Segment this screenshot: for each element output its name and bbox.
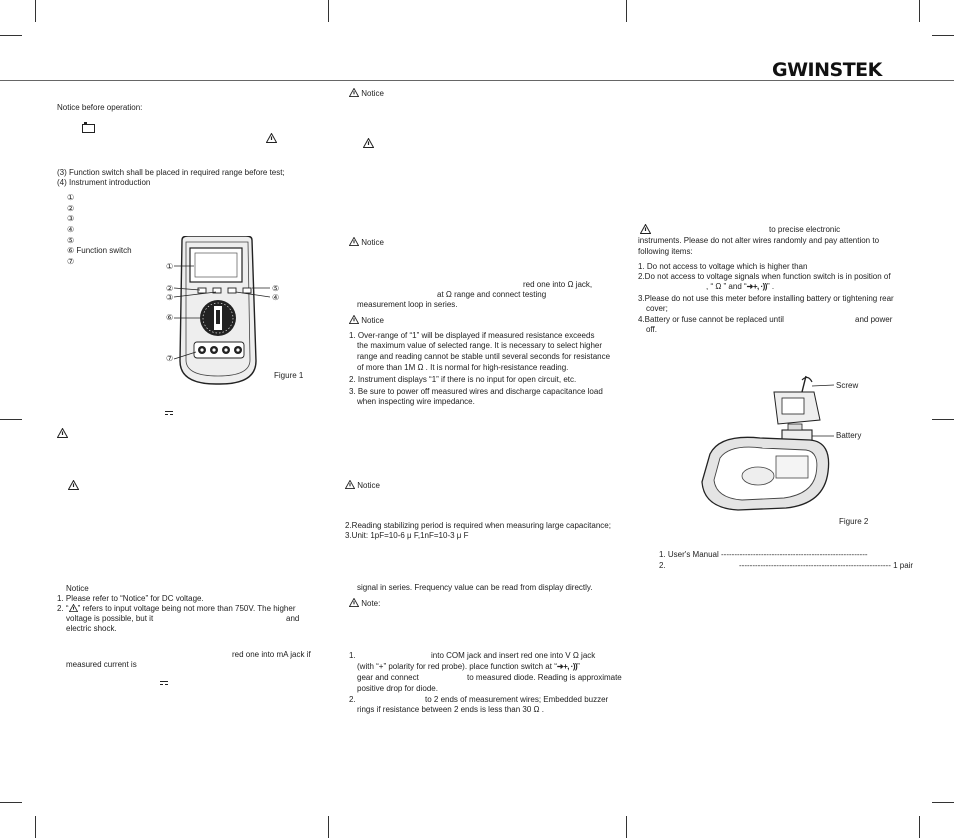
figure-2-label: Figure 2 (839, 517, 869, 526)
diode-step-1b-text: (with “+” polarity for red probe). place function switch at “ (357, 662, 557, 671)
diode-step-1c: gear and connect (357, 673, 419, 682)
function-switch-line: (3) Function switch shall be placed in required range before test; (57, 168, 285, 177)
diode-buzzer-icon: ➜+, ·)) (556, 662, 578, 671)
instrument-intro-line: (4) Instrument introduction (57, 178, 151, 187)
ohm-line-3: measurement loop in series. (357, 300, 458, 309)
crop-mark (0, 35, 22, 36)
crop-mark (919, 816, 920, 838)
crop-mark (932, 419, 954, 420)
dc-symbol-icon (160, 684, 168, 685)
notice-heading (349, 237, 384, 248)
warning-item-3a: 3.Please do not use this meter before installing battery or tightening rear (638, 294, 894, 303)
crop-mark (328, 0, 329, 22)
warning-icon (349, 315, 359, 324)
figure-callout: ⑥ (166, 313, 174, 322)
diode-step-1e: positive drop for diode. (357, 684, 438, 693)
figure-callout: ③ (166, 293, 174, 302)
battery-label: Battery (836, 431, 862, 440)
intro-list-item: ② (67, 204, 75, 213)
capacitance-note-3: 3.Unit: 1pF=10-6 μ F,1nF=10-3 μ F (345, 531, 469, 540)
diode-step-2-num: 2. (349, 695, 356, 704)
crop-mark (932, 35, 954, 36)
screw-label: Screw (836, 381, 859, 390)
notice-heading (349, 315, 384, 326)
accessory-item-2-tail: --------------------------------------------------------- 1 pair (739, 561, 914, 570)
diode-step-1-num: 1. (349, 651, 356, 660)
notice-label: Notice (361, 89, 384, 98)
intro-list-item: ⑤ (67, 236, 75, 245)
warning-icon (57, 428, 68, 438)
resistance-note-3b: when inspecting wire impedance. (357, 397, 475, 406)
notice-heading (349, 88, 384, 99)
warning-item-4b: and power (855, 315, 893, 324)
resistance-note-1c: range and reading cannot be stable until several seconds for resistance (357, 352, 611, 361)
crop-mark (35, 0, 36, 22)
notice-item-2-end: ” refers to input voltage being not more than 750V. The higher (77, 604, 296, 613)
diode-step-1d: to measured diode. Reading is approximate (467, 673, 622, 682)
warning-icon (345, 480, 355, 489)
warning-line-3: following items: (638, 247, 693, 256)
warning-icon (349, 237, 359, 246)
notice-item-2-cont: voltage is possible, but it (66, 614, 154, 623)
resistance-note-1b: the maximum value of selected range. It is necessary to select higher (357, 341, 603, 350)
intro-list-item: ⑦ (67, 257, 75, 266)
crop-mark (626, 0, 627, 22)
warning-line-1: to precise electronic (769, 225, 841, 234)
crop-mark (932, 802, 954, 803)
figure-callout: ⑦ (166, 354, 174, 363)
note-label: Note: (361, 599, 381, 608)
ohm-line-1: red one into Ω jack, (523, 280, 593, 289)
warning-item-2b-text: , “ Ω ” and “ (706, 282, 747, 291)
warning-icon (349, 598, 359, 607)
notice-heading (345, 480, 380, 491)
measured-current-line: measured current is (66, 660, 137, 669)
resistance-note-1a: 1. Over-range of “1” will be displayed if measured resistance exceeds (349, 331, 595, 340)
notice-item-2 (57, 604, 295, 614)
warning-item-3b: cover; (646, 304, 668, 313)
diode-step-1b (357, 662, 580, 672)
notice-item-2-and: and (286, 614, 300, 623)
figure-callout: ② (166, 284, 174, 293)
warning-icon (349, 88, 359, 97)
dc-symbol-icon (165, 414, 173, 415)
figure-1-label: Figure 1 (274, 371, 304, 380)
note-heading (349, 598, 380, 609)
crop-mark (0, 419, 22, 420)
battery-terminal-icon (84, 122, 87, 124)
warning-item-2b (706, 282, 774, 292)
diode-step-2b: rings if resistance between 2 ends is less than 30 Ω . (357, 705, 544, 714)
figure-callout: ① (166, 262, 174, 271)
capacitance-note-2: 2.Reading stabilizing period is required when measuring large capacitance; (345, 521, 611, 530)
ma-jack-line: red one into mA jack if (232, 650, 311, 659)
resistance-note-3a: 3. Be sure to power off measured wires and discharge capacitance load (349, 387, 603, 396)
figure-callout: ⑤ (272, 284, 280, 293)
notice-label: Notice (361, 316, 384, 325)
diode-step-2a: to 2 ends of measurement wires; Embedded buzzer (425, 695, 609, 704)
notice-item-2-start: 2. “ (57, 604, 69, 613)
warning-icon (69, 604, 78, 612)
intro-list-item: ⑥ Function switch (67, 246, 132, 255)
warning-item-4c: off. (646, 325, 657, 334)
brand-logo: GWINSTEK (772, 59, 882, 81)
intro-list-item: ④ (67, 225, 75, 234)
crop-mark (328, 816, 329, 838)
battery-replacement-figure (690, 372, 840, 522)
diode-buzzer-icon: ➜+, ·)) (746, 282, 767, 291)
warning-icon (266, 133, 277, 143)
notice-before-operation: Notice before operation: (57, 103, 143, 112)
multimeter-figure (160, 236, 270, 386)
diode-step-1a: into COM jack and insert red one into V Ω jack (431, 651, 596, 660)
warning-icon (363, 138, 374, 148)
frequency-line: signal in series. Frequency value can be read from display directly. (357, 583, 593, 592)
accessory-item-1: 1. User's Manual ------------------------------------------------------- (659, 550, 868, 559)
notice-label: Notice (361, 238, 384, 247)
warning-item-2b-close: ” . (766, 282, 775, 291)
diode-step-1b-close: ” (577, 662, 580, 671)
crop-mark (919, 0, 920, 22)
notice-item-1: 1. Please refer to “Notice” for DC voltage. (57, 594, 204, 603)
intro-list-item: ① (67, 193, 75, 202)
resistance-note-2: 2. Instrument displays “1” if there is no input for open circuit, etc. (349, 375, 577, 384)
warning-item-1: 1. Do not access to voltage which is higher than (638, 262, 808, 271)
crop-mark (0, 802, 22, 803)
warning-item-2a: 2.Do not access to voltage signals when function switch is in position of (638, 272, 891, 281)
dc-symbol-icon (165, 411, 173, 412)
notice-label: Notice (357, 481, 380, 490)
ohm-line-2: at Ω range and connect testing (437, 290, 547, 299)
resistance-note-1d: of more than 1M Ω . It is normal for high-resistance reading. (357, 363, 569, 372)
intro-list-item: ③ (67, 214, 75, 223)
figure-callout: ④ (272, 293, 280, 302)
notice-title: Notice (66, 584, 89, 593)
crop-mark (626, 816, 627, 838)
crop-mark (35, 816, 36, 838)
notice-item-2-tail: electric shock. (66, 624, 117, 633)
warning-icon (640, 224, 651, 234)
battery-icon (82, 124, 95, 133)
accessory-item-2-num: 2. (659, 561, 666, 570)
warning-line-2: instruments. Please do not alter wires randomly and pay attention to (638, 236, 880, 245)
warning-item-4a: 4.Battery or fuse cannot be replaced until (638, 315, 784, 324)
warning-icon (68, 480, 79, 490)
dc-symbol-icon (160, 681, 168, 682)
